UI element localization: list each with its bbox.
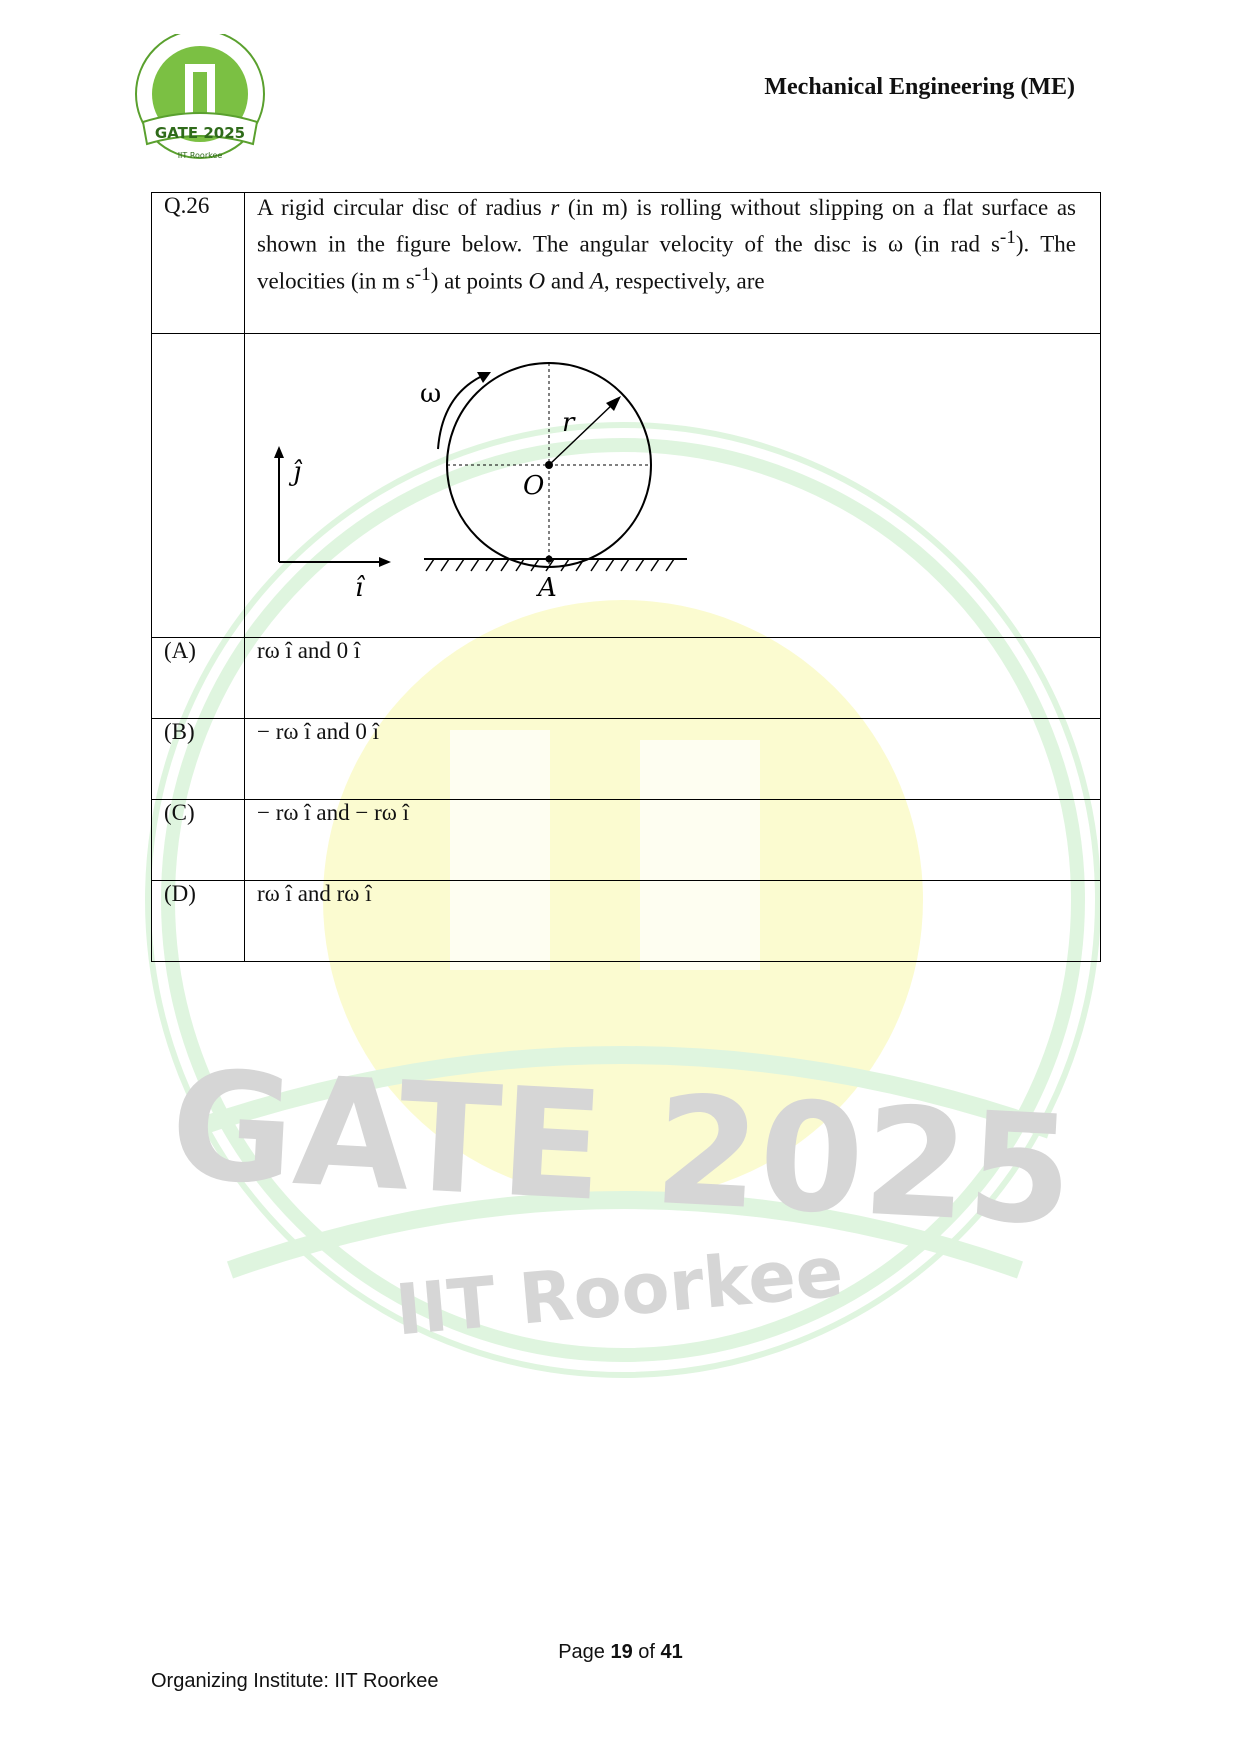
option-text: − rω î and 0 î	[245, 719, 1101, 800]
header-title: Mechanical Engineering (ME)	[764, 74, 1075, 100]
question-text-part: ) at points	[430, 268, 529, 294]
option-label: (C)	[152, 800, 245, 881]
contact-point	[546, 556, 553, 563]
omega-label: ω	[420, 379, 442, 409]
page-number	[0, 1641, 1241, 1664]
option-label: (A)	[152, 638, 245, 719]
angular-velocity-arc	[438, 376, 482, 449]
figure-cell	[245, 334, 1101, 638]
rolling-disc-figure	[257, 334, 1113, 637]
superscript: -1	[414, 263, 431, 285]
gate-logo	[133, 34, 268, 169]
page-total: 41	[660, 1641, 683, 1663]
variable-a: A	[589, 268, 604, 294]
question-text-part: (in m) is rolling without slipping on a flat surface as shown in the figure below. The angular velocity of the disc is ω (in rad s	[257, 195, 1076, 257]
figure-row	[152, 334, 1101, 638]
contact-label: A	[538, 573, 557, 603]
radius-label: r	[562, 408, 575, 438]
unit-vector-i: î	[355, 573, 364, 603]
option-row-b	[152, 719, 1101, 800]
organizing-institute: Organizing Institute: IIT Roorkee	[151, 1670, 439, 1692]
option-label: (B)	[152, 719, 245, 800]
question-number: Q.26	[152, 193, 245, 334]
question-text-part: ). The velocities (in m s	[257, 231, 1077, 294]
watermark-title: GATE 2025	[166, 1038, 1077, 1260]
watermark-subtitle: IIT Roorkee	[392, 1230, 847, 1352]
option-row-c	[152, 800, 1101, 881]
option-row-a	[152, 638, 1101, 719]
question-text	[245, 193, 1101, 334]
option-text: rω î and rω î	[245, 881, 1101, 962]
logo-subtitle: IIT Roorkee	[177, 151, 223, 160]
x-axis-arrow	[379, 557, 391, 567]
option-text: − rω î and − rω î	[245, 800, 1101, 881]
question-row	[152, 193, 1101, 334]
question-table	[151, 192, 1101, 962]
variable-o: O	[528, 268, 546, 294]
unit-vector-j: ĵ	[293, 457, 302, 487]
y-axis-arrow	[274, 446, 284, 458]
center-label: O	[523, 471, 545, 501]
figure-number-cell	[152, 334, 245, 638]
question-text-part: , respectively, are	[603, 268, 765, 294]
option-label: (D)	[152, 881, 245, 962]
question-text-part: A rigid circular disc of radius	[257, 195, 551, 220]
option-text: rω î and 0 î	[245, 638, 1101, 719]
page-of: of	[632, 1641, 661, 1663]
page-prefix: Page	[558, 1641, 611, 1663]
superscript: -1	[999, 227, 1016, 248]
variable-r: r	[550, 195, 560, 220]
option-row-d	[152, 881, 1101, 962]
logo-title: GATE 2025	[154, 124, 246, 142]
page-current: 19	[610, 1641, 633, 1663]
radius-line	[549, 403, 614, 465]
question-text-part: and	[545, 268, 590, 294]
